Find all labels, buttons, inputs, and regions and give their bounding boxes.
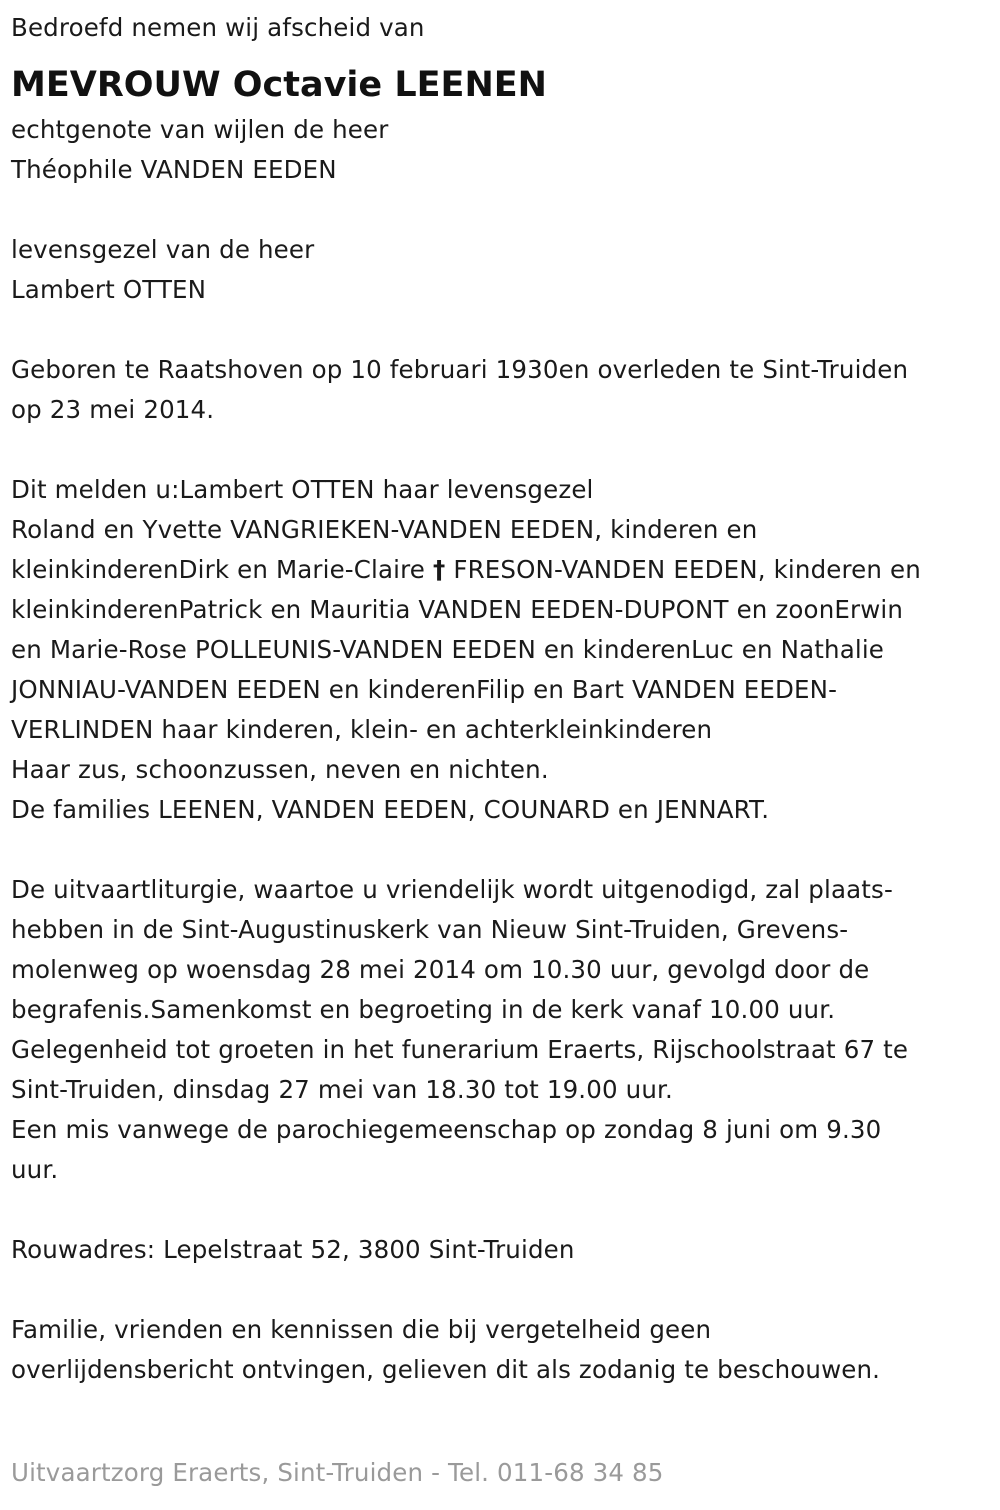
- ceremony-line-4: begrafenis.Samenkomst en begroeting in de kerk vanaf 10.00 uur.: [11, 995, 836, 1024]
- announcers-line-2: Roland en Yvette VANGRIEKEN-VANDEN EEDEN, kinderen en: [11, 515, 758, 544]
- announcers-line-9: De families LEENEN, VANDEN EEDEN, COUNARD en JENNART.: [11, 795, 770, 824]
- spacer: [11, 830, 989, 870]
- ceremony-line-3: molenweg op woensdag 28 mei 2014 om 10.30 uur, gevolgd door de: [11, 955, 870, 984]
- ceremony-line-2: hebben in de Sint-Augustinuskerk van Nieuw Sint-Truiden, Grevens-: [11, 915, 849, 944]
- announcers-line-4: kleinkinderenPatrick en Mauritia VANDEN EEDEN-DUPONT en zoonErwin: [11, 595, 904, 624]
- spacer: [11, 310, 989, 350]
- spacer: [11, 430, 989, 470]
- cross-icon: †: [432, 555, 446, 584]
- ceremony-line-8: uur.: [11, 1155, 59, 1184]
- spacer: [11, 1190, 989, 1230]
- spacer: [11, 1270, 989, 1310]
- announcers-line-3: [11, 550, 989, 590]
- announcers-line-3-start: kleinkinderenDirk en Marie-Claire: [11, 555, 433, 584]
- ceremony-line-1: De uitvaartliturgie, waartoe u vriendelijk wordt uitgenodigd, zal plaats-: [11, 875, 893, 904]
- announcers-line-1: Dit melden u:Lambert OTTEN haar levensgezel: [11, 475, 594, 504]
- mourning-address: Rouwadres: Lepelstraat 52, 3800 Sint-Truiden: [11, 1235, 575, 1264]
- announcers-line-5: en Marie-Rose POLLEUNIS-VANDEN EEDEN en kinderenLuc en Nathalie: [11, 635, 885, 664]
- intro-text: Bedroefd nemen wij afscheid van: [11, 13, 425, 42]
- ceremony-line-5: Gelegenheid tot groeten in het funerarium Eraerts, Rijschoolstraat 67 te: [11, 1035, 909, 1064]
- partner-label: levensgezel van de heer: [11, 235, 315, 264]
- notice-line-2: overlijdensbericht ontvingen, gelieven dit als zodanig te beschouwen.: [11, 1355, 881, 1384]
- announcers-line-3-end: FRESON-VANDEN EEDEN, kinderen en: [445, 555, 921, 584]
- funeral-home-footer: Uitvaartzorg Eraerts, Sint-Truiden - Tel. 011-68 34 85: [11, 1458, 664, 1487]
- birth-line-1: Geboren te Raatshoven op 10 februari 1930en overleden te Sint-Truiden: [11, 355, 909, 384]
- ceremony-line-7: Een mis vanwege de parochiegemeenschap op zondag 8 juni om 9.30: [11, 1115, 882, 1144]
- announcers-line-8: Haar zus, schoonzussen, neven en nichten.: [11, 755, 549, 784]
- ceremony-line-6: Sint-Truiden, dinsdag 27 mei van 18.30 tot 19.00 uur.: [11, 1075, 673, 1104]
- spacer: [11, 190, 989, 230]
- announcers-line-6: JONNIAU-VANDEN EEDEN en kinderenFilip en Bart VANDEN EEDEN-: [11, 675, 838, 704]
- partner-name: Lambert OTTEN: [11, 275, 207, 304]
- spouse-label: echtgenote van wijlen de heer: [11, 115, 389, 144]
- spouse-name: Théophile VANDEN EEDEN: [11, 155, 337, 184]
- announcers-line-7: VERLINDEN haar kinderen, klein- en achterkleinkinderen: [11, 715, 713, 744]
- deceased-name: MEVROUW Octavie LEENEN: [11, 65, 547, 105]
- birth-line-2: op 23 mei 2014.: [11, 395, 215, 424]
- notice-line-1: Familie, vrienden en kennissen die bij vergetelheid geen: [11, 1315, 712, 1344]
